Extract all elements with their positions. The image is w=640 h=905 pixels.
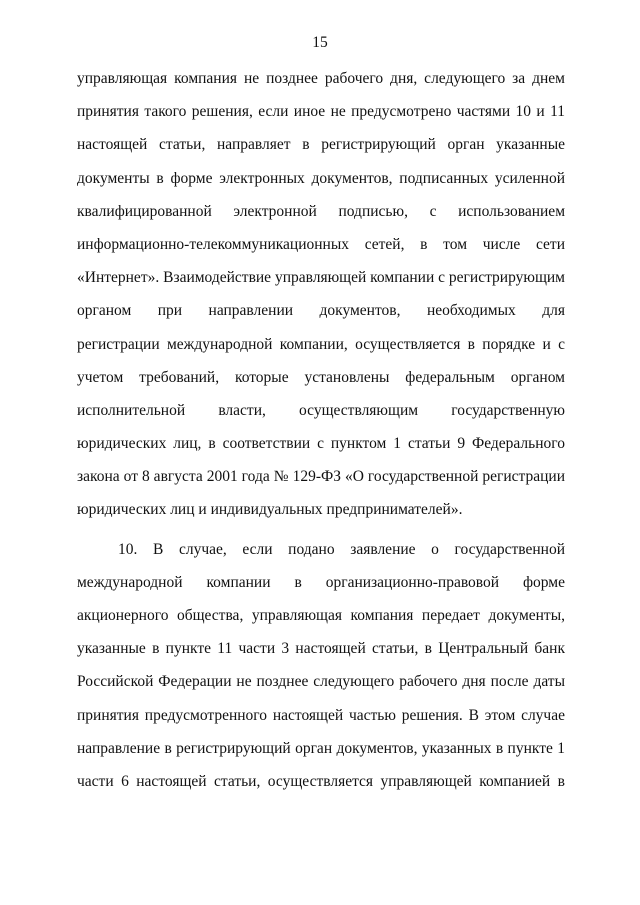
document-body	[77, 62, 565, 798]
text-line: управляющая компания не позднее рабочего дня, следующего за днем	[77, 70, 565, 87]
text-line: части 6 настоящей статьи, осуществляется управляющей компанией в	[77, 772, 565, 790]
text-line: указанные в пункте 11 части 3 настоящей статьи, в Центральный банк	[77, 640, 565, 658]
text-line: принятия такого решения, если иное не предусмотрено частями 10 и 11	[77, 103, 565, 121]
text-line: органом при направлении документов, необходимых для	[77, 302, 565, 320]
text-line: юридических лиц и индивидуальных предпринимателей».	[77, 501, 463, 519]
text-line: принятия предусмотренного настоящей частью решения. В этом случае	[77, 706, 565, 724]
text-line: 10. В случае, если подано заявление о государственной	[118, 540, 565, 558]
paragraph-section-10	[77, 533, 565, 799]
text-line: квалифицированной электронной подписью, с использованием	[77, 202, 565, 220]
text-line: юридических лиц, в соответствии с пунктом 1 статьи 9 Федерального	[77, 435, 565, 453]
text-line: направление в регистрирующий орган документов, указанных в пункте 1	[77, 739, 565, 757]
text-line: информационно-телекоммуникационных сетей, в том числе сети	[77, 235, 565, 253]
text-line: закона от 8 августа 2001 года № 129-ФЗ «О государственной регистрации	[77, 468, 565, 486]
text-line: настоящей статьи, направляет в регистрирующий орган указанные	[77, 136, 565, 154]
text-line: Российской Федерации не позднее следующего рабочего дня после даты	[77, 673, 565, 691]
text-line: исполнительной власти, осуществляющим государственную	[77, 401, 565, 419]
text-line: акционерного общества, управляющая компания передает документы,	[77, 607, 565, 624]
text-line: «Интернет». Взаимодействие управляющей компании с регистрирующим	[77, 269, 565, 287]
text-line: регистрации международной компании, осуществляется в порядке и с	[77, 335, 565, 353]
text-line: документы в форме электронных документов, подписанных усиленной	[77, 169, 565, 187]
text-line: международной компании в организационно-правовой форме	[77, 573, 565, 591]
text-line: учетом требований, которые установлены федеральным органом	[77, 368, 565, 386]
paragraph-continuation	[77, 62, 565, 527]
page-number: 15	[312, 34, 328, 51]
